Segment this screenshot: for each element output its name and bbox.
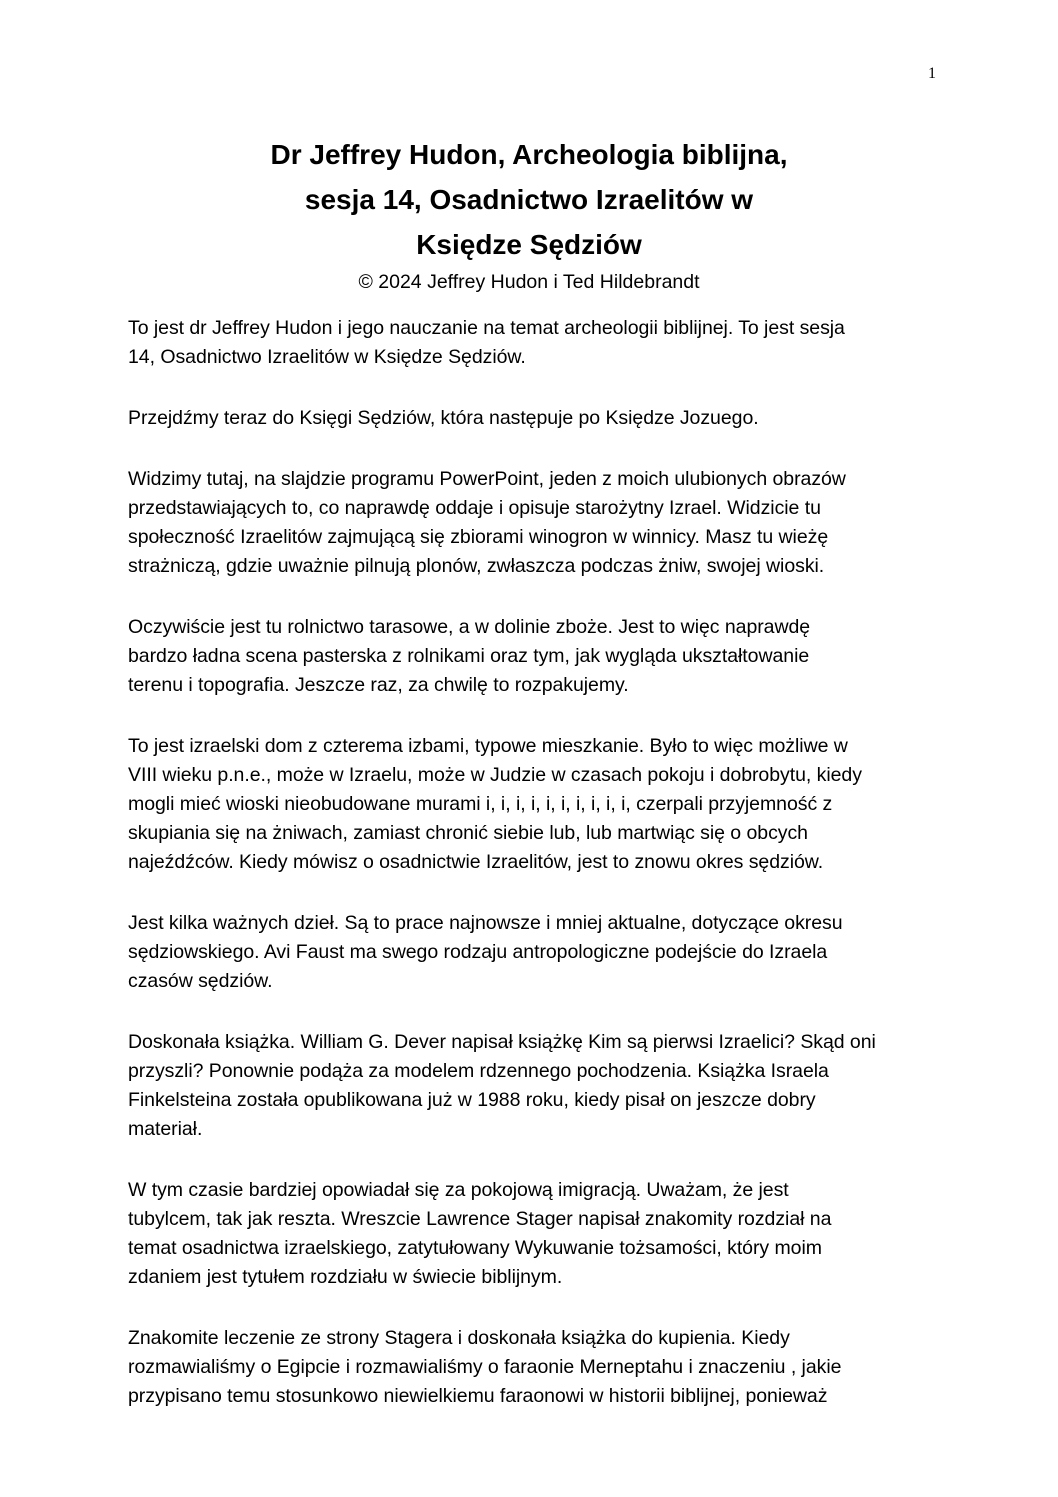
text-line: 14, Osadnictwo Izraelitów w Księdze Sędziów. bbox=[128, 346, 526, 368]
paragraph bbox=[128, 732, 943, 877]
paragraph bbox=[128, 613, 943, 700]
text-line: Przejdźmy teraz do Księgi Sędziów, która następuje po Księdze Jozuego. bbox=[128, 407, 759, 429]
paragraph bbox=[128, 314, 943, 372]
text-line: najeźdźców. Kiedy mówisz o osadnictwie Izraelitów, jest to znowu okres sędziów. bbox=[128, 851, 824, 873]
text-line: terenu i topografia. Jeszcze raz, za chwilę to rozpakujemy. bbox=[128, 674, 629, 696]
title-block bbox=[128, 132, 930, 297]
text-line: przyszli? Ponownie podąża za modelem rdzennego pochodzenia. Książka Israela bbox=[128, 1060, 829, 1082]
text-line: społeczność Izraelitów zajmującą się zbiorami winogron w winnicy. Masz tu wieżę bbox=[128, 526, 829, 548]
text-line: Widzimy tutaj, na slajdzie programu PowerPoint, jeden z moich ulubionych obrazów bbox=[128, 468, 846, 490]
text-line: VIII wieku p.n.e., może w Izraelu, może w Judzie w czasach pokoju i dobrobytu, kiedy bbox=[128, 764, 862, 786]
text-line: rozmawialiśmy o Egipcie i rozmawialiśmy o faraonie Merneptahu i znaczeniu , jakie bbox=[128, 1356, 842, 1378]
text-line: Finkelsteina została opublikowana już w 1988 roku, kiedy pisał on jeszcze dobry bbox=[128, 1089, 816, 1111]
text-line: skupiania się na żniwach, zamiast chronić siebie lub, lub martwiąc się o obcych bbox=[128, 822, 808, 844]
text-line: bardzo ładna scena pasterska z rolnikami oraz tym, jak wygląda ukształtowanie bbox=[128, 645, 810, 667]
title-line: Dr Jeffrey Hudon, Archeologia biblijna, bbox=[270, 139, 788, 170]
text-line: W tym czasie bardziej opowiadał się za pokojową imigracją. Uważam, że jest bbox=[128, 1179, 789, 1201]
text-line: Znakomite leczenie ze strony Stagera i doskonała książka do kupienia. Kiedy bbox=[128, 1327, 790, 1349]
document-body bbox=[128, 314, 943, 1443]
text-line: materiał. bbox=[128, 1118, 203, 1140]
text-line: przypisano temu stosunkowo niewielkiemu faraonowi w historii biblijnej, ponieważ bbox=[128, 1385, 828, 1407]
text-line: To jest dr Jeffrey Hudon i jego nauczanie na temat archeologii biblijnej. To jest sesja bbox=[128, 317, 845, 339]
text-line: temat osadnictwa izraelskiego, zatytułowany Wykuwanie tożsamości, który moim bbox=[128, 1237, 822, 1259]
paragraph bbox=[128, 1324, 943, 1411]
text-line: sędziowskiego. Avi Faust ma swego rodzaju antropologiczne podejście do Izraela bbox=[128, 941, 828, 963]
text-line: przedstawiających to, co naprawdę oddaje i opisuje starożytny Izrael. Widzicie tu bbox=[128, 497, 821, 519]
title-line: Księdze Sędziów bbox=[416, 229, 642, 260]
text-line: Oczywiście jest tu rolnictwo tarasowe, a w dolinie zboże. Jest to więc naprawdę bbox=[128, 616, 811, 638]
copyright-line: © 2024 Jeffrey Hudon i Ted Hildebrandt bbox=[358, 271, 700, 293]
paragraph bbox=[128, 1028, 943, 1144]
text-line: czasów sędziów. bbox=[128, 970, 273, 992]
paragraph bbox=[128, 404, 943, 433]
paragraph bbox=[128, 1176, 943, 1292]
text-line: strażniczą, gdzie uważnie pilnują plonów, zwłaszcza podczas żniw, swojej wioski. bbox=[128, 555, 825, 577]
text-line: Jest kilka ważnych dzieł. Są to prace najnowsze i mniej aktualne, dotyczące okresu bbox=[128, 912, 843, 934]
text-line: zdaniem jest tytułem rozdziału w świecie biblijnym. bbox=[128, 1266, 563, 1288]
text-line: tubylcem, tak jak reszta. Wreszcie Lawrence Stager napisał znakomity rozdział na bbox=[128, 1208, 832, 1230]
page-number: 1 bbox=[928, 65, 936, 82]
text-line: mogli mieć wioski nieobudowane murami i, i, i, i, i, i, i, i, i, i, czerpali przyjemność z bbox=[128, 793, 833, 815]
title-line: sesja 14, Osadnictwo Izraelitów w bbox=[304, 184, 754, 215]
text-line: Doskonała książka. William G. Dever napisał książkę Kim są pierwsi Izraelici? Skąd oni bbox=[128, 1031, 876, 1053]
text-line: To jest izraelski dom z czterema izbami, typowe mieszkanie. Było to więc możliwe w bbox=[128, 735, 848, 757]
paragraph bbox=[128, 465, 943, 581]
paragraph bbox=[128, 909, 943, 996]
